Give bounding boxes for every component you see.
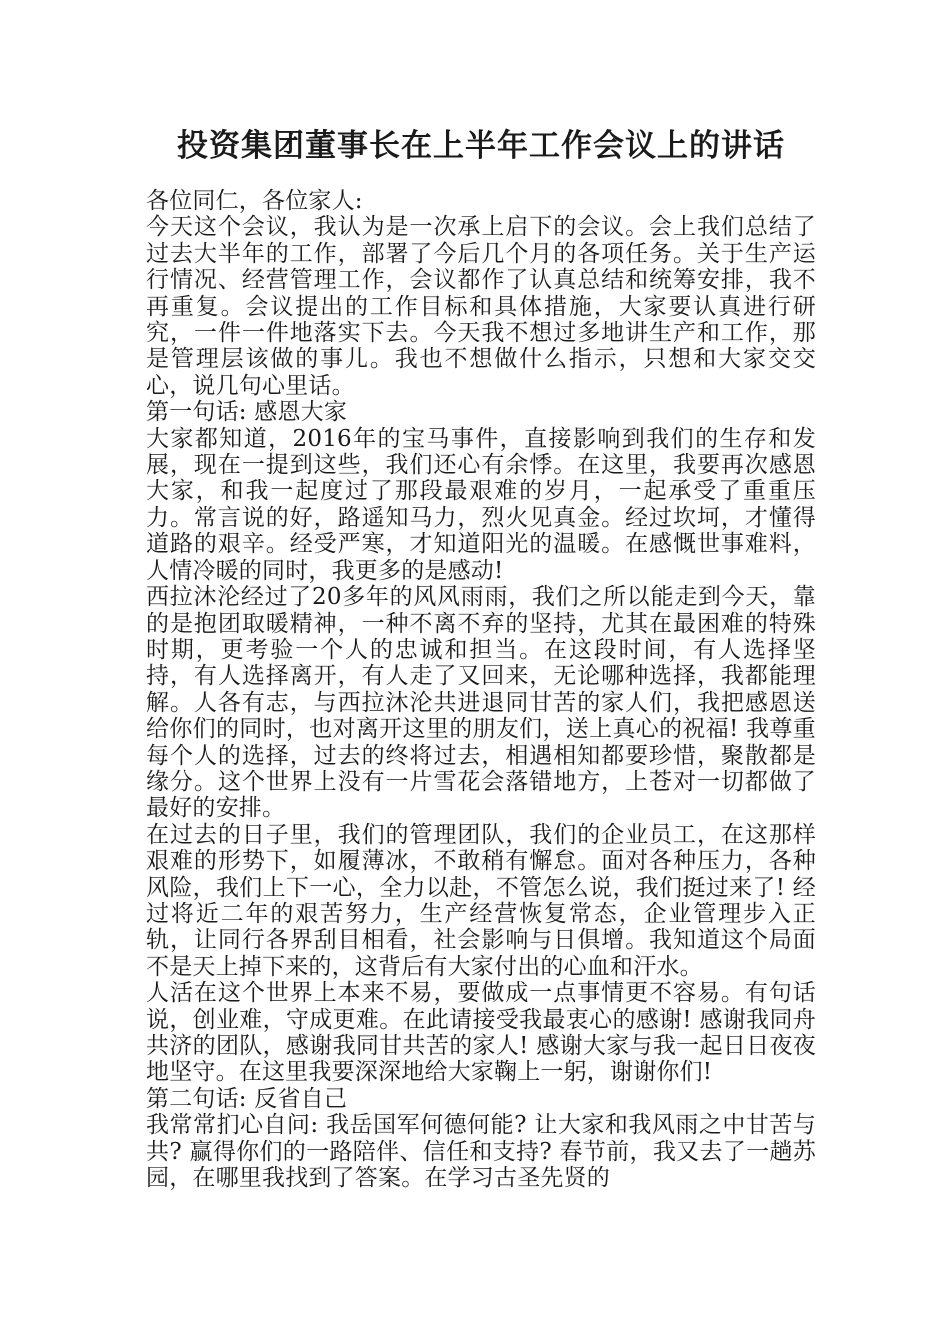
greeting-paragraph: 各位同仁，各位家人: <box>146 188 363 214</box>
body-paragraph: 大家都知道，2016年的宝马事件，直接影响到我们的生存和发展，现在一提到这些，我们还心有余悸。在这里，我要再次感恩大家，和我一起度过了那段最艰难的岁月，一起承受了重重压力。常言说的好，路遥知马力，烈火见真金。经过坎坷，才懂得道路的艰辛。经受严寒，才知道阳光的温暖。在感慨世事难料，人情冷暖的同时，我更多的是感动! <box>146 425 816 584</box>
section-heading-second: 第二句话: 反省自己 <box>146 1085 348 1112</box>
section-heading-first: 第一句话: 感恩大家 <box>146 399 348 426</box>
document-body <box>146 188 816 1191</box>
intro-paragraph: 今天这个会议，我认为是一次承上启下的会议。会上我们总结了过去大半年的工作，部署了今后几个月的各项任务。关于生产运行情况、经营管理工作，会议都作了认真总结和统筹安排，我不再重复。会议提出的工作目标和具体措施，大家要认真进行研究，一件一件地落实下去。今天我不想过多地讲生产和工作，那是管理层该做的事儿。我也不想做什么指示，只想和大家交交心，说几句心里话。 <box>146 214 816 399</box>
body-paragraph: 我常常扪心自问: 我岳国军何德何能? 让大家和我风雨之中甘苦与共? 赢得你们的一路陪伴、信任和支持? 春节前，我又去了一趟苏园，在哪里我找到了答案。在学习古圣先贤的 <box>146 1112 816 1192</box>
body-paragraph: 西拉沐沦经过了20多年的风风雨雨，我们之所以能走到今天，靠的是抱团取暖精神，一种不离不弃的坚持，尤其在最困难的特殊时期，更考验一个人的忠诚和担当。在这段时间，有人选择坚持，有人选择离开，有人走了又回来，无论哪种选择，我都能理解。人各有志，与西拉沐沦共进退同甘苦的家人们，我把感恩送给你们的同时，也对离开这里的朋友们，送上真心的祝福! 我尊重每个人的选择，过去的终将过去，相遇相知都要珍惜，聚散都是缘分。这个世界上没有一片雪花会落错地方，上苍对一切都做了最好的安排。 <box>146 584 816 822</box>
document-title: 投资集团董事长在上半年工作会议上的讲话 <box>177 128 785 164</box>
document-page <box>146 118 816 1191</box>
body-paragraph: 人活在这个世界上本来不易，要做成一点事情更不容易。有句话说，创业难，守成更难。在此请接受我最衷心的感谢! 感谢我同舟共济的团队，感谢我同甘共苦的家人! 感谢大家与我一起日日夜夜地坚守。在这里我要深深地给大家鞠上一躬，谢谢你们! <box>146 980 816 1086</box>
body-paragraph: 在过去的日子里，我们的管理团队，我们的企业员工，在这那样艰难的形势下，如履薄冰，不敢稍有懈怠。面对各种压力，各种风险，我们上下一心，全力以赴，不管怎么说，我们挺过来了! 经过将近二年的艰苦努力，生产经营恢复常态，企业管理步入正轨，让同行各界刮目相看，社会影响与日俱增。我知道这个局面不是天上掉下来的，这背后有大家付出的心血和汗水。 <box>146 821 816 980</box>
